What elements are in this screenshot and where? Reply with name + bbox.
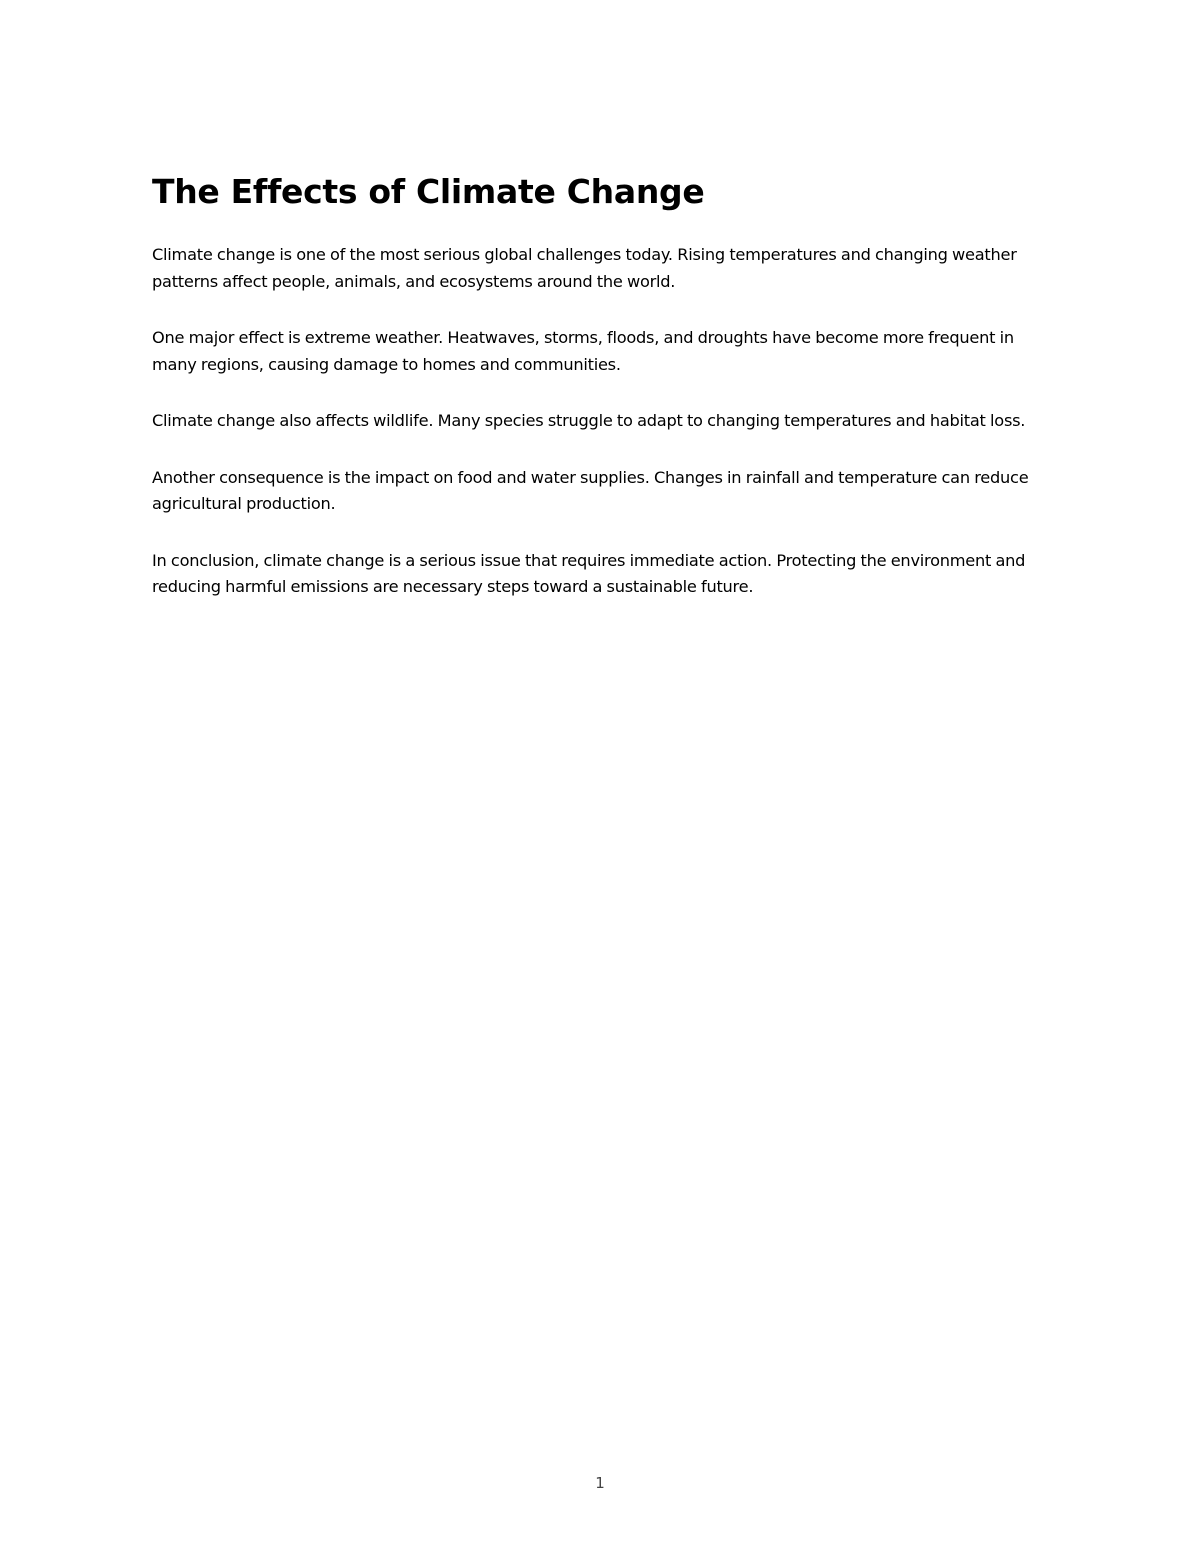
- document-body: [152, 168, 1052, 631]
- paragraph-conclusion: In conclusion, climate change is a serious issue that requires immediate action. Protecting the environment and reducing harmful emissions are necessary steps toward a sustainable future.: [152, 550, 1026, 596]
- page-number: 1: [595, 1474, 605, 1492]
- paragraph-wildlife: Climate change also affects wildlife. Many species struggle to adapt to changing temperatures and habitat loss.: [152, 411, 1026, 430]
- paragraph-extreme-weather: One major effect is extreme weather. Heatwaves, storms, floods, and droughts have become more frequent in many regions, causing damage to homes and communities.: [152, 328, 1014, 374]
- paragraph-food-water: Another consequence is the impact on food and water supplies. Changes in rainfall and temperature can reduce agricultural production.: [152, 467, 1029, 513]
- paragraph-introduction: Climate change is one of the most serious global challenges today. Rising temperatures and changing weather patterns affect people, animals, and ecosystems around the world.: [152, 245, 1017, 291]
- document-title: The Effects of Climate Change: [152, 172, 705, 211]
